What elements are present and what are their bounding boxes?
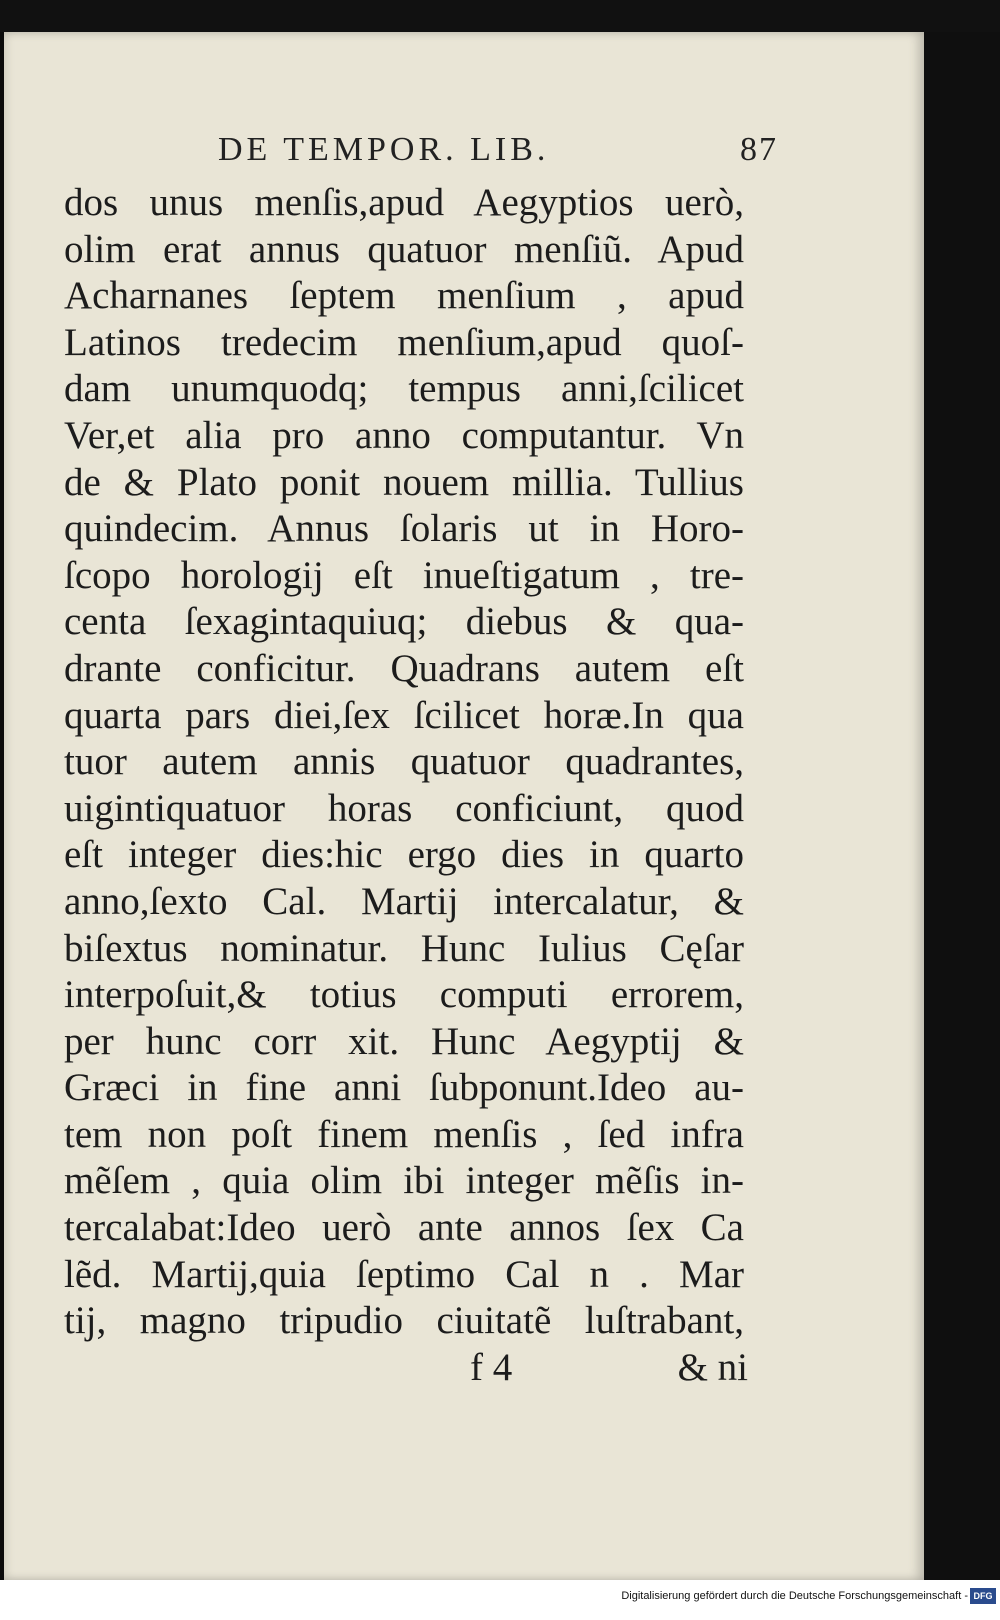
- text-line: olim erat annus quatuor menſiũ. Apud: [64, 227, 744, 271]
- text-line: anno,ſexto Cal. Martij intercalatur, &: [64, 879, 744, 923]
- page-foot: [470, 1345, 748, 1391]
- running-head-title: DE TEMPOR. LIB.: [218, 131, 550, 168]
- text-line: ſcopo horologij eſt inueſtigatum , tre-: [64, 553, 744, 597]
- text-line: tem non poſt finem menſis , ſed infra: [64, 1112, 744, 1156]
- dfg-logo: DFG: [970, 1588, 996, 1604]
- text-line: tercalabat:Ideo uerò ante annos ſex Ca: [64, 1206, 744, 1250]
- digitization-footer: [0, 1580, 1000, 1620]
- text-line: Ver,et alia pro anno computantur. Vn: [64, 413, 744, 457]
- text-line: tij, magno tripudio ciuitatẽ luſtrabant,: [64, 1299, 744, 1343]
- text-line: quarta pars diei,ſex ſcilicet horæ.In qua: [64, 693, 744, 737]
- text-line: quindecim. Annus ſolaris ut in Horo-: [64, 507, 744, 551]
- text-line: eſt integer dies:hic ergo dies in quarto: [64, 833, 744, 877]
- scan-background-right: [924, 32, 1000, 1580]
- text-line: mẽſem , quia olim ibi integer mẽſis in-: [64, 1159, 744, 1203]
- text-line: Græci in fine anni ſubponunt.Ideo au-: [64, 1066, 744, 1110]
- text-line: dam unumquodq; tempus anni,ſcilicet: [64, 367, 744, 411]
- text-line: interpoſuit,& totius computi errorem,: [64, 973, 744, 1017]
- signature-mark: f 4: [470, 1346, 513, 1389]
- text-line: drante conficitur. Quadrans autem eſt: [64, 646, 744, 690]
- text-line: uigintiquatuor horas conficiunt, quod: [64, 786, 744, 830]
- text-line: Acharnanes ſeptem menſium , apud: [64, 274, 744, 318]
- funding-credit: Digitalisierung gefördert durch die Deutsche Forschungsgemeinschaft -: [621, 1590, 968, 1602]
- text-line: centa ſexagintaquiuq; diebus & qua-: [64, 600, 744, 644]
- scan-background-top: [0, 0, 1000, 32]
- page-number: 87: [740, 131, 778, 168]
- text-line: Latinos tredecim menſium,apud quoſ-: [64, 320, 744, 364]
- text-line: dos unus menſis,apud Aegyptios uerò,: [64, 181, 744, 224]
- text-line: de & Plato ponit nouem millia. Tullius: [64, 460, 744, 504]
- text-line: per hunc corr xit. Hunc Aegyptij &: [64, 1019, 744, 1063]
- catchword: & ni: [677, 1346, 748, 1389]
- text-line: tuor autem annis quatuor quadrantes,: [64, 740, 744, 784]
- body-text: [64, 180, 744, 1345]
- text-line: lẽd. Martij,quia ſeptimo Cal n . Mar: [64, 1252, 744, 1296]
- text-line: biſextus nominatur. Hunc Iulius Cęſar: [64, 926, 744, 970]
- running-head: [218, 128, 778, 172]
